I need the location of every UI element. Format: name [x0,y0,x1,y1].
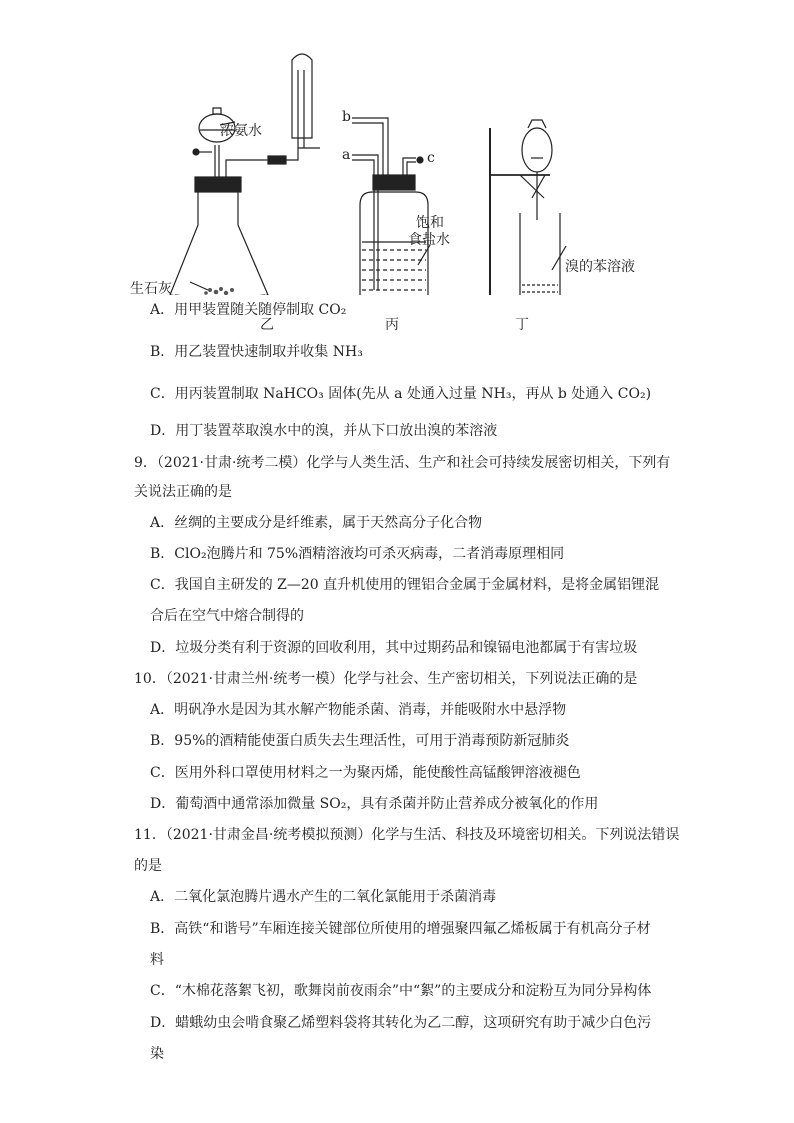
q10-option-d: D．葡萄酒中通常添加微量 SO₂，具有杀菌并防止营养成分被氧化的作用 [150,796,599,812]
label-bing: 丙 [385,317,399,333]
label-ding: 丁 [515,317,529,333]
q11-option-b-line1: B．高铁“和谐号”车厢连接关键部位所使用的增强聚四氟乙烯板属于有机高分子材 [150,921,651,937]
label-yi: 乙 [260,317,274,333]
label-tube-c: c [427,150,435,166]
gas-washing-bottle-bing [352,118,428,295]
q11-option-d-line1: D．蜡蛾幼虫会啃食聚乙烯塑料袋将其转化为乙二醇，这项研究有助于减少白色污 [150,1015,652,1031]
label-tube-a: a [342,147,351,163]
erlenmeyer-flask-yi [170,54,320,295]
label-ammonia-water: 浓氨水 [220,123,262,139]
q9-stem-line2: 关说法正确的是 [134,484,232,500]
q9-option-c-line1: C．我国自主研发的 Z—20 直升机使用的锂铝合金属于金属材料，是将金属铝锂混 [150,577,660,593]
q8-option-c: C．用丙装置制取 NaHCO₃ 固体(先从 a 处通入过量 NH₃，再从 b 处通入 CO₂) [150,386,652,402]
q8-option-d: D．用丁装置萃取溴水中的溴，并从下口放出溴的苯溶液 [150,423,498,439]
label-bromobenzene: 溴的苯溶液 [565,259,635,275]
label-saturated-salt-2: 食盐水 [408,232,450,248]
q10-option-c: C．医用外科口罩使用材料之一为聚丙烯，能使酸性高锰酸钾溶液褪色 [150,765,581,781]
q11-option-b-line2: 料 [150,952,164,968]
q9-stem-line1: 9．（2021·甘肃·统考二模）化学与人类生活、生产和社会可持续发展密切相关，下列有 [134,455,671,471]
label-tube-b: b [342,109,351,125]
q10-option-a: A．明矾净水是因为其水解产物能杀菌、消毒，并能吸附水中悬浮物 [150,702,567,718]
q11-option-c: C．“木棉花落絮飞初，歌舞岗前夜雨余”中“絮”的主要成分和淀粉互为同分异构体 [150,983,652,999]
q8-option-a: A．用甲装置随关随停制取 CO₂ [150,302,347,318]
q11-stem-line1: 11．（2021·甘肃金昌·统考模拟预测）化学与生活、科技及环境密切相关。下列说法错误 [134,827,680,843]
q10-option-b: B．95%的酒精能使蛋白质失去生理活性，可用于消毒预防新冠肺炎 [150,733,570,749]
q9-option-a: A．丝绸的主要成分是纤维素，属于天然高分子化合物 [150,515,483,531]
q11-option-a: A．二氧化氯泡腾片遇水产生的二氧化氯能用于杀菌消毒 [150,889,497,905]
q8-option-b: B．用乙装置快速制取并收集 NH₃ [150,344,363,360]
q9-option-d: D．垃圾分类有利于资源的回收利用，其中过期药品和镍镉电池都属于有害垃圾 [150,640,638,656]
label-saturated-salt-1: 饱和 [416,215,444,231]
q9-option-c-line2: 合后在空气中熔合制得的 [150,608,304,624]
q9-option-b: B．ClO₂泡腾片和 75%酒精溶液均可杀灭病毒，二者消毒原理相同 [150,546,565,562]
q11-option-d-line2: 染 [150,1046,164,1062]
q10-stem: 10．（2021·甘肃兰州·统考一模）化学与社会、生产密切相关，下列说法正确的是 [134,671,638,687]
q11-stem-line2: 的是 [134,858,162,874]
separatory-funnel-stand-ding [480,120,566,295]
label-quicklime: 生石灰 [130,281,172,297]
